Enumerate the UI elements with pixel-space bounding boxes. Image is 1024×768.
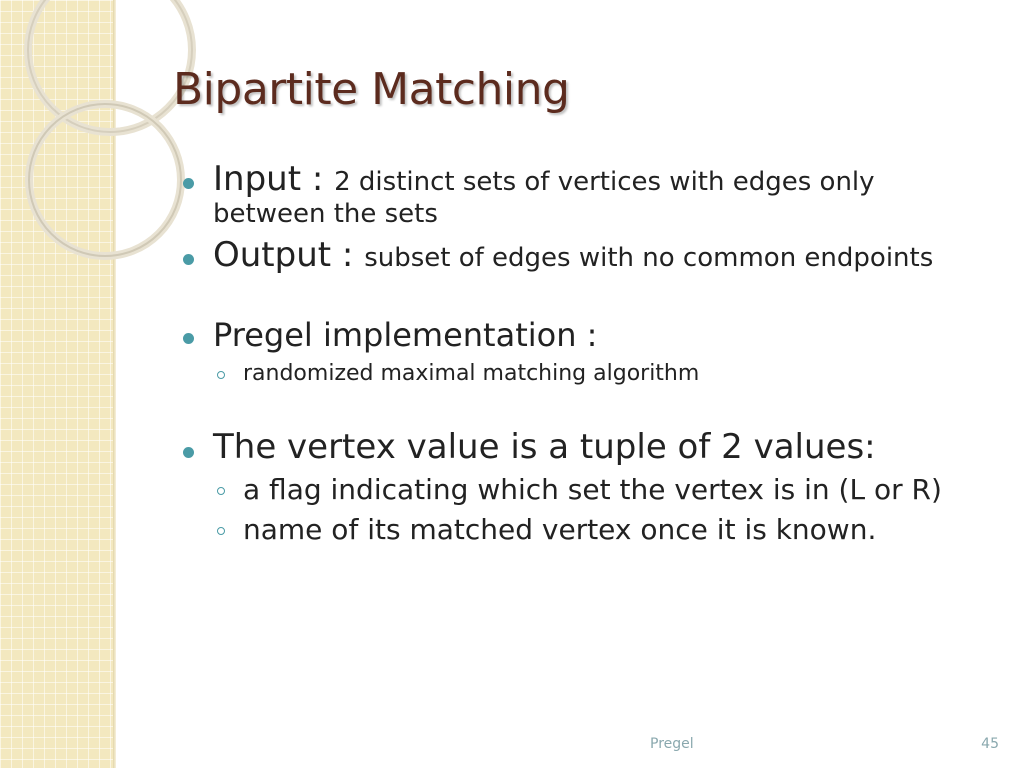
sub-bullet-matched-vertex [213,512,1003,548]
bullet-input-text: 2 distinct sets of vertices with edges only [334,167,875,197]
bullet-vertex-value [183,428,1003,467]
sub-bullet-algorithm [213,360,1003,389]
footer-title: Pregel [650,736,694,752]
bullet-vertex-value-text: The vertex value is a tuple of 2 values: [213,427,876,468]
bullet-input-label: Input : [213,159,335,199]
sub-bullet-flag [213,472,1003,508]
sub-bullet-flag-text: a flag indicating which set the vertex is in (L or R) [243,472,942,506]
sub-bullet-ring [217,527,225,535]
bullet-dot [183,254,194,265]
bullet-pregel-text: Pregel implementation : [213,316,598,355]
bullet-dot [183,178,194,189]
slide-content [183,160,1003,548]
bullet-output-label: Output : [213,234,365,275]
bullet-pregel-implementation [183,317,1003,354]
bullet-dot [183,447,194,458]
bullet-dot [183,333,194,344]
bullet-output [183,236,1003,275]
decorative-circles [0,0,130,260]
bullet-output-text: subset of edges with no common endpoints [364,242,934,273]
slide-title: Bipartite Matching [173,64,570,115]
page-number: 45 [981,736,999,752]
sub-bullet-ring [217,371,225,379]
bullet-input-continuation: between the sets [213,199,438,230]
bullet-input [183,160,1003,230]
sub-bullet-ring [217,487,225,495]
sub-bullet-algorithm-text: randomized maximal matching algorithm [243,360,700,386]
sub-bullet-matched-vertex-text: name of its matched vertex once it is known. [243,512,877,546]
